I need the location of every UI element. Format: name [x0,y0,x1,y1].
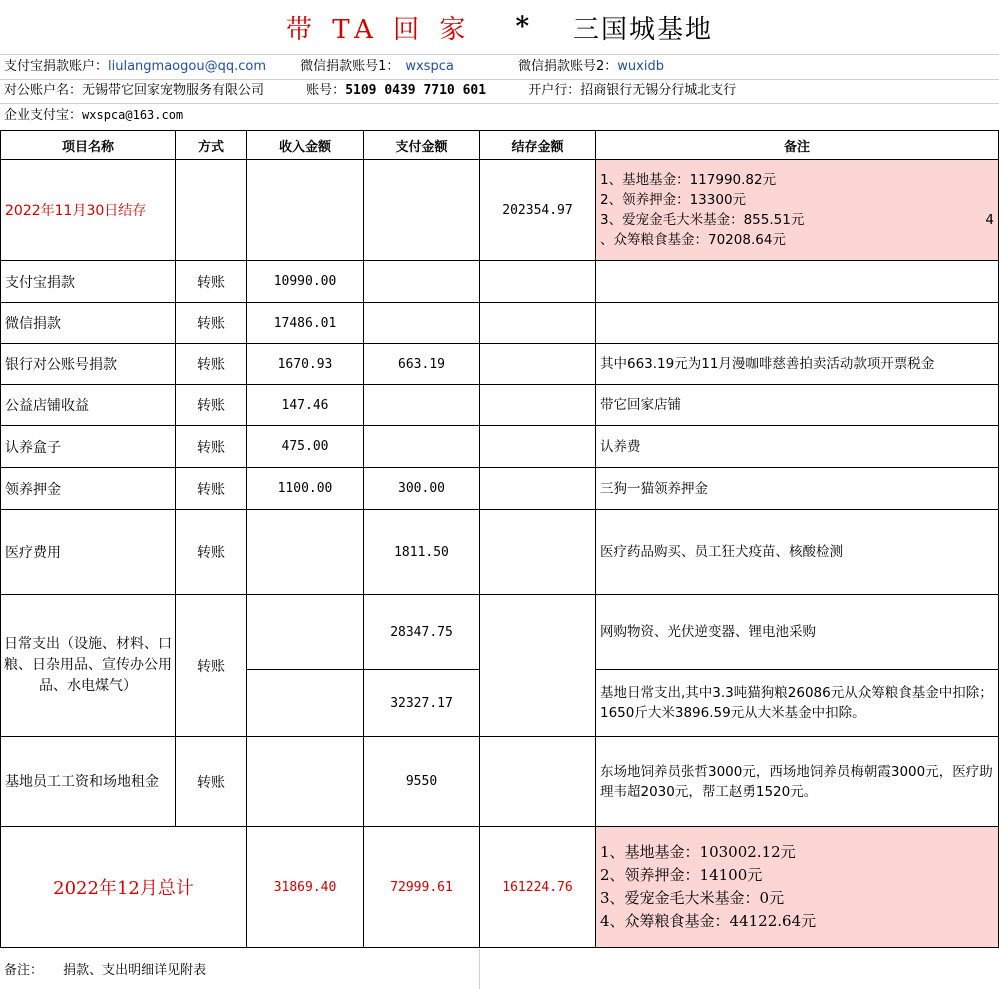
salary-name: 基地员工工资和场地租金 [1,737,176,827]
row-method: 转账 [176,344,247,385]
row-payment [364,261,480,303]
row-balance [480,344,596,385]
row-income: 17486.01 [247,303,364,344]
header-balance: 结存金额 [480,131,596,160]
daily-expense-note-1: 网购物资、光伏逆变器、锂电池采购 [596,595,999,670]
row-name: 医疗费用 [1,510,176,595]
opening-note-line: 3、爱宠金毛大米基金：855.51元 [600,212,805,228]
page-title [0,0,999,54]
row-payment: 663.19 [364,344,480,385]
row-payment: 300.00 [364,468,480,510]
opening-payment [364,160,480,261]
row-balance [480,468,596,510]
table-row [1,426,999,468]
row-method: 转账 [176,385,247,426]
header-method: 方式 [176,131,247,160]
title-org: 带 TA 回 家 [285,14,472,45]
total-note-line: 3、爱宠金毛大米基金：0元 [600,889,785,907]
corp-name-label: 对公账户名： [4,83,83,98]
row-method: 转账 [176,261,247,303]
row-income: 147.46 [247,385,364,426]
total-note-line: 2、领养押金：14100元 [600,866,763,884]
total-note-line: 4、众筹粮食基金：44122.64元 [600,912,817,930]
row-name: 公益店铺收益 [1,385,176,426]
total-label: 2022年12月总计 [1,827,247,948]
row-method: 转账 [176,510,247,595]
table-row [1,344,999,385]
row-payment [364,426,480,468]
footer-text: 捐款、支出明细详见附表 [63,963,207,978]
row-method: 转账 [176,303,247,344]
row-note [596,303,999,344]
row-income: 475.00 [247,426,364,468]
row-payment [364,303,480,344]
row-note: 三狗一猫领养押金 [596,468,999,510]
opening-income [247,160,364,261]
row-note: 带它回家店铺 [596,385,999,426]
total-payment: 72999.61 [364,827,480,948]
header-income: 收入金额 [247,131,364,160]
opening-note-line: 、众筹粮食基金：70208.64元 [600,232,786,248]
table-row [1,385,999,426]
opening-remarks [596,160,999,261]
donation-accounts-line [4,56,664,78]
row-method: 转账 [176,426,247,468]
header-item-name: 项目名称 [1,131,176,160]
wechat2-label: 微信捐款账号2： [518,59,618,74]
header-payment: 支付金额 [364,131,480,160]
row-income [247,510,364,595]
row-method: 转账 [176,468,247,510]
row-balance [480,510,596,595]
opening-balance: 202354.97 [480,160,596,261]
bank-label: 开户行： [528,83,581,98]
opening-note-line: 2、领养押金：13300元 [600,192,747,208]
corp-alipay-value: wxspca@163.com [82,108,184,122]
corp-alipay-label: 企业支付宝： [4,108,83,123]
title-separator: * [515,12,530,42]
corporate-account-line [4,80,736,102]
row-name: 认养盒子 [1,426,176,468]
daily-expense-row [1,595,999,670]
footer-remark [4,959,206,978]
salary-income [247,737,364,827]
daily-expense-method: 转账 [176,595,247,737]
row-payment [364,385,480,426]
row-name: 银行对公账号捐款 [1,344,176,385]
total-income: 31869.40 [247,827,364,948]
table-row [1,261,999,303]
row-income: 10990.00 [247,261,364,303]
header-remarks: 备注 [596,131,999,160]
wechat2-account: wuxidb [617,59,664,74]
salary-method: 转账 [176,737,247,827]
daily-expense-note-2: 基地日常支出,其中3.3吨猫狗粮26086元从众筹粮食基金中扣除；1650斤大米3896.59元从大米基金中扣除。 [596,670,999,737]
row-balance [480,303,596,344]
account-number-value: 5109 0439 7710 601 [345,83,487,98]
row-note: 医疗药品购买、员工狂犬疫苗、核酸检测 [596,510,999,595]
total-remarks [596,827,999,948]
opening-note-line: 4 [985,212,994,228]
finance-table [0,130,999,948]
row-note [596,261,999,303]
title-site: 三国城基地 [573,14,714,45]
daily-expense-balance [480,595,596,737]
salary-row [1,737,999,827]
total-row [1,827,999,948]
footer-label: 备注： [4,963,44,978]
wechat1-account: wxspca [405,59,454,74]
row-payment: 1811.50 [364,510,480,595]
table-row [1,303,999,344]
daily-expense-payment-1: 28347.75 [364,595,480,670]
alipay-account: liulangmaogou@qq.com [108,59,266,74]
row-income: 1670.93 [247,344,364,385]
account-number-label: 账号： [306,83,346,98]
bank-value: 招商银行无锡分行城北支行 [580,83,737,98]
row-name: 领养押金 [1,468,176,510]
daily-expense-income-2 [247,670,364,737]
daily-expense-income-1 [247,595,364,670]
row-name: 支付宝捐款 [1,261,176,303]
opening-name: 2022年11月30日结存 [1,160,176,261]
salary-payment: 9550 [364,737,480,827]
alipay-label: 支付宝捐款账户： [4,59,109,74]
row-balance [480,426,596,468]
total-note-line: 1、基地基金：103002.12元 [600,843,796,861]
table-row [1,468,999,510]
row-note: 其中663.19元为11月漫咖啡慈善拍卖活动款项开票税金 [596,344,999,385]
row-name: 微信捐款 [1,303,176,344]
row-income: 1100.00 [247,468,364,510]
row-balance [480,261,596,303]
corp-name-value: 无锡带它回家宠物服务有限公司 [82,83,265,98]
wechat1-label: 微信捐款账号1： [300,59,400,74]
opening-method [176,160,247,261]
opening-balance-row [1,160,999,261]
salary-balance [480,737,596,827]
daily-expense-name: 日常支出（设施、材料、口粮、日杂用品、宣传办公用品、水电煤气） [1,595,176,737]
corporate-alipay-line [4,104,183,126]
row-balance [480,385,596,426]
total-balance: 161224.76 [480,827,596,948]
table-row [1,510,999,595]
opening-note-line: 1、基地基金：117990.82元 [600,172,777,188]
row-note: 认养费 [596,426,999,468]
salary-note: 东场地饲养员张哲3000元，西场地饲养员梅朝霞3000元，医疗助理韦超2030元，帮工赵勇1520元。 [596,737,999,827]
table-header-row [1,131,999,160]
daily-expense-payment-2: 32327.17 [364,670,480,737]
